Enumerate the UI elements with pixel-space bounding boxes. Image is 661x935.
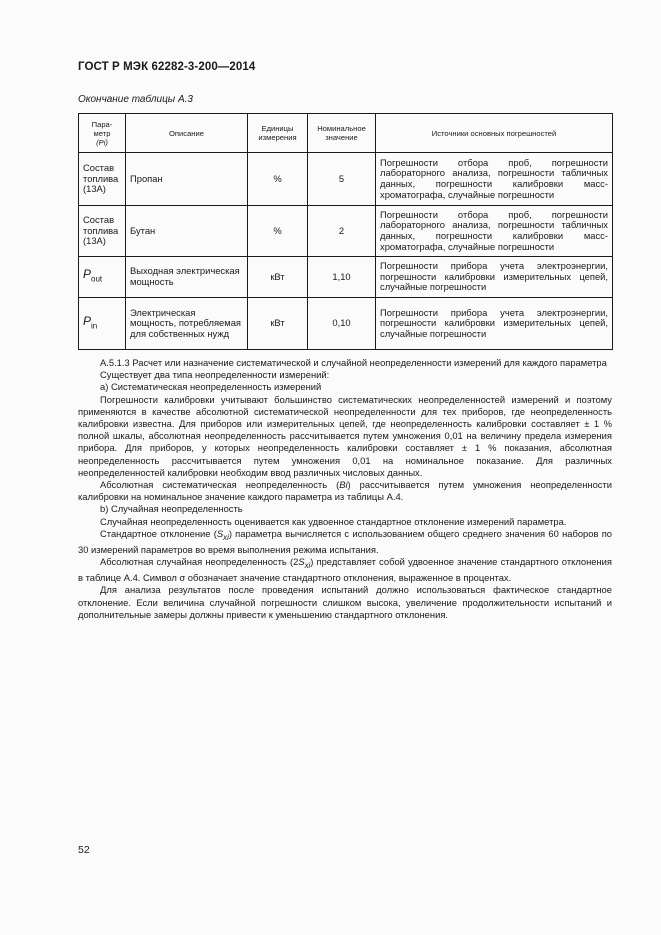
cell-sources: Погрешности отбора проб, погрешности лабораторного анализа, погрешности табличных данных, погрешности калибровки масс-хроматографа, случайные погрешности [376,153,613,206]
paragraph: Абсолютная случайная неопределенность $(2S_{xi})$ представляет собой удвоенное значение стандартного отклонения в таблице А.4. Символ σ обозначает значение стандартного отклонения, выраженное в процентах. [78,556,612,584]
cell-nominal: 0,10 [308,298,376,350]
cell-parameter: Состав топлива (13А) [79,153,126,206]
section-heading: А.5.1.3 Расчет или назначение систематической и случайной неопределенности измерений для каждого параметра [100,357,607,368]
table-row [79,298,613,350]
header-nominal: Номинальное значение [308,114,376,153]
header-parameter: Пара- метр (Pi) [79,114,126,153]
cell-units: кВт [248,298,308,350]
paragraph: Существует два типа неопределенности измерений: [100,369,330,381]
list-item: b) Случайная неопределенность [100,503,243,515]
paragraph: Погрешности калибровки учитывают большинство систематических неопределенностей измерений и поэтому применяются в качестве абсолютной систематической неопределенности для тех приборов, где неопределенность калибровки известна. Для приборов или измерительных цепей, где неопределенность калибровки составляет ± 1 % полной шкалы, абсолютная неопределенность рассчитывается путем умножения 0,01 на величину предела измерения прибора. Для приборов, у которых неопределенность калибровки составляет ± 1 % показания, абсолютная неопределенность рассчитывается путем умножения 0,01 на номинальное показание. Для различных неопределенностей калибровки необходим ввод различных числовых данных. [78,393,612,478]
cell-sources: Погрешности отбора проб, погрешности лабораторного анализа, погрешности табличных данных, погрешности калибровки масс-хроматографа, случайные погрешности [376,206,613,257]
cell-description: Бутан [126,206,248,257]
table-caption: Окончание таблицы А.3 [78,94,193,105]
cell-units: % [248,153,308,206]
cell-sources: Погрешности прибора учета электроэнергии, погрешности калибровки измерительных цепей, случайные погрешности [376,298,613,350]
table-row [79,206,613,257]
cell-description: Электрическая мощность, потребляемая для собственных нужд [126,298,248,350]
table-row [79,257,613,298]
parameters-table [78,113,613,350]
page-number: 52 [78,844,90,856]
list-item: а) Систематическая неопределенность измерений [100,381,322,393]
header-units: Единицы измерения [248,114,308,153]
body-text [78,357,612,621]
cell-parameter-symbol: $P_{in}$ [79,298,126,350]
cell-nominal: 2 [308,206,376,257]
paragraph: Стандартное отклонение $(S_{xi})$ параметра вычисляется с использованием общего среднего значения 60 наборов по 30 измерений параметров во время выполнения режима испытания. [78,527,612,555]
table-header-row [79,114,613,153]
cell-nominal: 5 [308,153,376,206]
header-sources: Источники основных погрешностей [376,114,613,153]
header-description: Описание [126,114,248,153]
cell-nominal: 1,10 [308,257,376,298]
paragraph: Случайная неопределенность оценивается как удвоенное стандартное отклонение измерений параметра. [100,515,567,527]
table-row [79,153,613,206]
paragraph: Абсолютная систематическая неопределенность (Bi) рассчитывается путем умножения неопределенности калибровки на номинальное значение каждого параметра из таблицы А.4. [78,479,613,503]
cell-description: Выходная электрическая мощность [126,257,248,298]
cell-sources: Погрешности прибора учета электроэнергии, погрешности калибровки измерительных цепей, случайные погрешности [376,257,613,298]
cell-description: Пропан [126,153,248,206]
cell-units: % [248,206,308,257]
cell-units: кВт [248,257,308,298]
cell-parameter: Состав топлива (13А) [79,206,126,257]
paragraph: Для анализа результатов после проведения испытаний должно использоваться фактическое стандартное отклонение. Если величина случайной погрешности слишком высока, увеличение продолжительности испытаний и дополнительные замеры должны привести к уменьшению стандартного отклонения. [78,584,612,620]
cell-parameter-symbol: $P_{out}$ [79,257,126,298]
document-header: ГОСТ Р МЭК 62282-3-200—2014 [78,61,256,73]
